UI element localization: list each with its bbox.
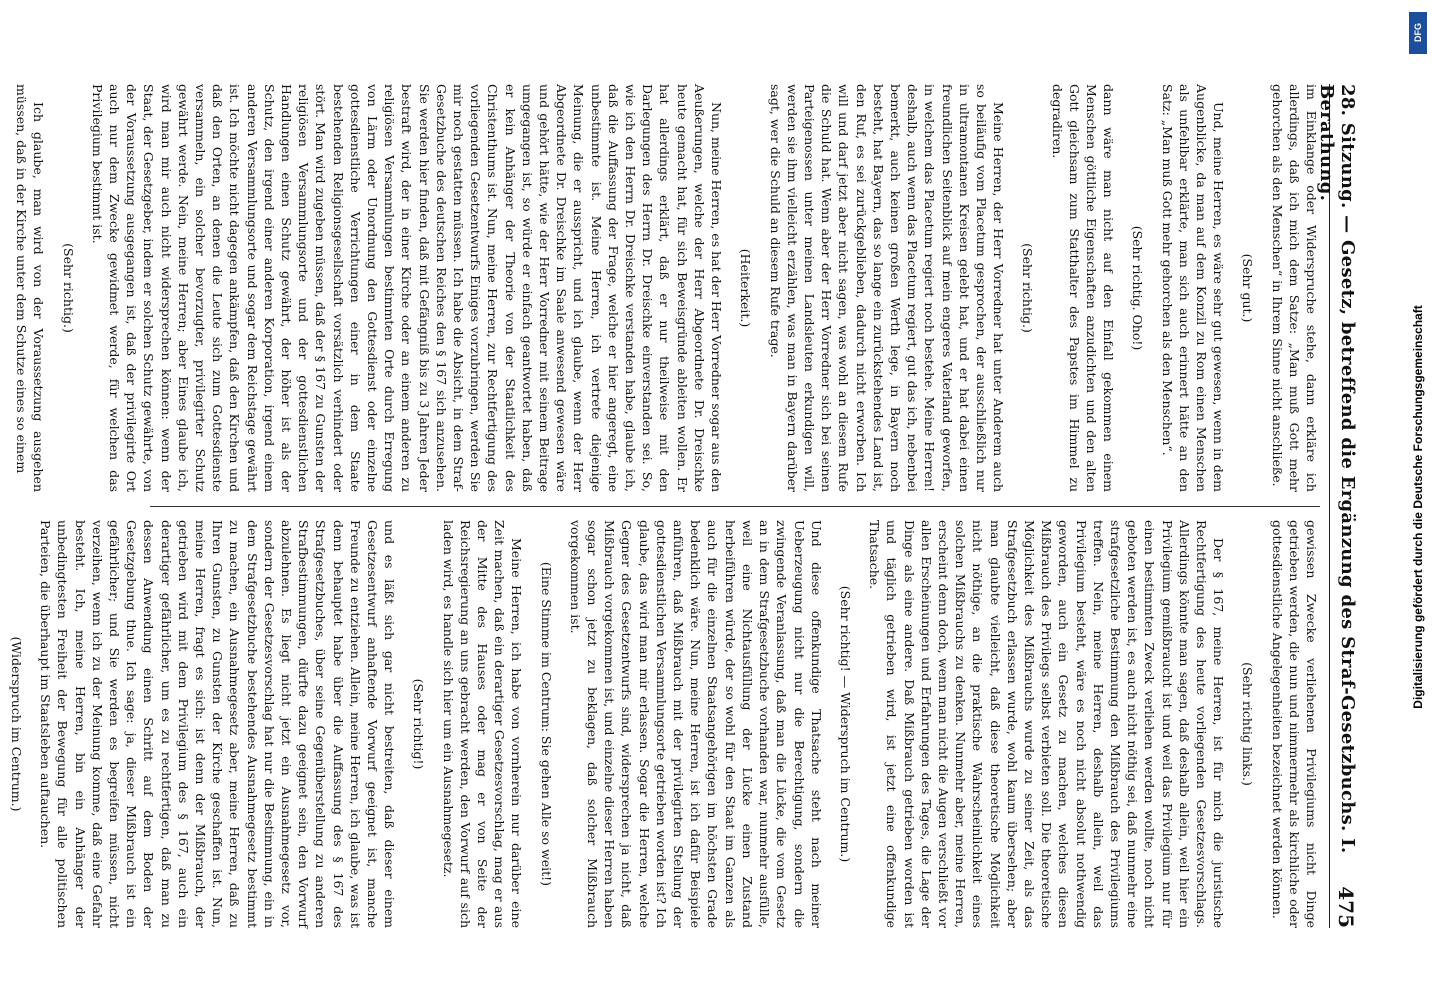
text-paragraph: Nun, meine Herren, es hat der Herr Vorredner sogar aus den Aeußerungen, welche der Herr Abgeordnete Dr. Dreischke heute gemacht hat, für sich Beweisgründe ableiten wollen. Er hat allerdings erklärt, daß er nur theilweise mit den Darlegungen des Herrn Dr. Dreischke einverstanden sei. So, wie ich den Herrn Dr. Dreischke verstanden habe, glaube ich, daß die Auffassung der Frage, welche er hier angeregt, eine unbestimmte ist. Meine Herren, ich vertrete diejenige Meinung, die er ausspricht, und ich glaube, wenn der Herr Abgeordnete Dr. Dreischke im Saale anwesend gewesen wäre und gehört hätte, wie der Herr Vorredner mit seinem Beitrage umgegangen ist, so würde er einfach geantwortet haben, daß er kein Anhänger der Theorie von der Staatlichkeit des Christenthums ist. Nun, meine Herren, zur Rechtfertigung des vorliegenden Gesetzentwurfs Einiges vorzubringen, werden Sie mir noch gestatten müssen. Ich habe die Absicht, in dem Straf-Gesetzbuche des deutschen Reiches den § 167 sich anzusehen. Sie werden hier finden, daß mit Gefängniß bis zu 3 Jahren Jeder bestraft wird, der in einer Kirche oder an einem anderen zu religiösen Versammlungen bestimmten Orte durch Erregung von Lärm oder Unordnung den Gottesdienst oder einzelne gottesdienstliche Verrichtungen einer in dem Staate bestehenden Religionsgesellschaft vorsätzlich verhindert oder stört. Man wird zugeben müssen, daß der § 167 zu Gunsten der religiösen Versammlungsorte und der gottesdienstlichen Handlungen einen Schutz gewährt, der höher ist als der Schutz, den irgend einer anderen Korporation, irgend einem anderen Versammlungsorte und sogar dem Reichstage gewährt ist. Ich möchte nicht dagegen ankämpfen, daß den Kirchen und daß den Orten, an denen die Leute sich zum Gottesdienste versammeln, ein solcher bevorzugter, privilegirter Schutz gewährt werde. Nein, meine Herren; aber Eines glaube ich, wird man mir auch nicht widersprechen können: wenn der Staat, der Gesetzgeber, indem er solchen Schutz gewährte, von der Voraussetzung ausgegangen ist, daß der privilegirte Ort auch nur dem Zwecke gewidmet werde, für welchen das Privilegium bestimmt ist. — [89, 84, 725, 492]
left-text-column — [14, 84, 1320, 492]
parliamentary-remark: (Sehr richtig links.) — [1240, 662, 1256, 786]
parliamentary-remark: (Sehr richtig. Oho!) — [1130, 225, 1146, 351]
text-paragraph: Meine Herren, der Herr Vorredner hat unter Anderem auch so beiläufig vom Placetum gesprochen, der ausschließlich nur in ultramontanen Kreisen gelebt hat, und er hat dabei einen freundlichen Seitenblick auf mein engeres Vaterland geworfen, in welchem das Placetum regiert noch bestehe. Meine Herren! deshalb, auch wenn das Placetum regiert, gut das ich, nebenbei bemerkt, auch keinen großen Werth lege, in Bayern noch besteht, hat Bayern, das so lange ein zurückstehendes Land ist, den Ruf, es sei zurückgeblieben, dadurch nicht erworben. Ich will und darf jetzt aber nicht sagen, was wohl an diesem Rufe die Schuld hat. Wenn aber der Herr Vorredner sich bei seinen Parteigenossen unter meinen Landsleuten erkundigen will, werden sie ihm vielleicht erzählen, was man in Bayern darüber sagt, wer die Schuld an diesem Rufe trage. — [767, 84, 1007, 492]
parliamentary-remark: (Widerspruch im Centrum.) — [8, 636, 24, 812]
text-paragraph: Und diese offenkundige Thatsache steht nach meiner Ueberzeugung nicht nur die Berechtigung, sondern die zwingende Veranlassung, daß man die Lücke, die vom Gesetz an in dem Strafgesetzbuche vorhanden war, nunmehr ausfülle, weil eine Nichtausfüllung der Lücke einen Zustand herbeiführen würde, der so wohl für den Staat im Ganzen als auch für die einzelnen Staatsangehörigen im höchsten Grade bedenklich wäre. Nun, meine Herren, ist ich dafür Beispiele anführen, daß Mißbrauch mit der privilegirten Stellung der gottesdienstlichen Versammlungsorte getrieben worden ist? Ich glaube, das wird man mir erlassen. Sogar die Herren, welche Gegner des Gesetzentwurfs sind, widersprechen ja nicht, daß Mißbrauch vorgekommen ist, und einzelne dieser Herren haben sogar schon jetzt zu beklagen, daß solcher Mißbrauch vorgekommen ist. — [567, 520, 824, 928]
text-paragraph: Der § 167, meine Herren, ist für mich die juristische Rechtfertigung des heute vorliegenden Gesetzesvorschlags. Allerdings könnte man sagen, daß deshalb allein, weil hier ein Privilegium gemißbraucht ist und weil das Privilegium nur für einen bestimmten Zweck verliehen werden wollte, noch nicht geboten werden ist, es auch nicht nöthig sei, daß nunmehr eine strafgesetzliche Bestimmung den Mißbrauch des Privilegiums treffen. Nein, meine Herren, deshalb allein, weil das Privilegium besteht, wäre es noch nicht absolut nothwendig geworden, auch ein Gesetz zu machen, welches diesen Mißbrauch des Privilegs selbst verbieten soll. Die theoretische Möglichkeit des Mißbrauchs wurde zu seiner Zeit, als das Strafgesetzbuch erlassen wurde, wohl kaum übersehen; aber man glaubte vielleicht, daß diese theoretische Möglichkeit nicht nöthige, an die praktische Wahrscheinlichkeit eines solchen Mißbrauchs zu denken. Nunmehr aber, meine Herren, erscheint denn doch, wenn man nicht die Augen verschließt vor allen Erscheinungen und Erfahrungen des Tages, die Lage der Dinge als eine andere. Daß Mißbrauch getrieben worden ist und täglich getrieben wird, ist jetzt eine offenkundige Thatsache. — [867, 520, 1227, 928]
text-paragraph: Meine Herren, ich habe von vornherein nur darüber eine Zeit machen, daß ein derartiger Gesetzesvorschlag, mag er aus der Mitte des Hauses oder mag er von Seite der Reichsregierung an uns gebracht werden, den Vorwurf auf sich laden wird, es handle sich hier um ein Ausnahmegesetz. — [440, 520, 525, 928]
parliamentary-remark: (Sehr richtig.) — [1020, 243, 1036, 333]
parliamentary-remark: (Eine Stimme im Centrum: Sie gehen Alle so weit!) — [538, 561, 554, 887]
running-title: 28. Sitzung. — Gesetz, betreffend die Ergänzung des Straf-Gesetzbuchs. I. Berathung. — [1316, 84, 1358, 854]
text-paragraph: dann wäre man nicht auf den Einfall gekommen einem Menschen göttliche Eigenschaften anzudichten und den alten Gott gleichsam zum Statthalter des Papstes im Himmel zu degradiren. — [1049, 84, 1117, 492]
dfg-logo: DFG — [1409, 12, 1427, 54]
scanned-page — [8, 20, 1396, 980]
text-paragraph: und es läßt sich gar nicht bestreiten, daß dieser einem Gesetzesentwurf anhaftende Vorwurf geeignet ist, manche Freunde zu entziehen. Allein, meine Herren, ich glaube, was ist denn behauptet habe über die Auffassung des § 167 des Strafgesetzbuches, über seine Gegenüberstellung zu anderen Strafbestimmungen, dürfte dazu geeignet sein, den Vorwurf abzulehnen. Es liegt nicht jetzt ein Ausnahmegesetz vor, sondern der Gesetzesvorschlag hat nur die Bestimmung, ein in dem Strafgesetzbuche bestehendes Ausnahmegesetz bestimmt zu machen, ein Ausnahmegesetz aber, meine Herren, daß zu Ihren Gunsten, zu Gunsten der Kirche geschaffen ist. Nun, meine Herren, fragt es sich: ist denn der Mißbrauch, der getrieben wird mit dem Privilegium des § 167, auch ein derartiger gefährlicher, um es zu rechtfertigen, daß man zu dessen Anwendung einen Schritt auf dem Boden der Gesetzgebung thue. Ich sage: ja, dieser Mißbrauch ist ein gefährlicher; und Sie werden es begreifen müssen, nicht verzeihen, wenn ich zu der Meinung komme, daß eine Gefahr besteht. Ich, meine Herren, bin ein Anhänger der unbedingtesten Freiheit der Bewegung für alle politischen Parteien, die überhaupt im Staatsleben auftauchen. — [38, 520, 398, 928]
digitization-note: Digitalisierung gefördert durch die Deutsche Forschungsgemeinschaft — [1411, 305, 1425, 709]
column-divider — [150, 506, 1320, 507]
text-paragraph: gewissen Zwecke verliehenen Privilegiums nicht Dinge getrieben werden, die nun und nimmermehr als kirchliche oder gottesdienstliche Angelegenheiten bezeichnet werden können. — [1269, 520, 1319, 928]
text-paragraph: Ich glaube, man wird von der Voraussetzung ausgehen müssen, daß in der Kirche unter dem Schutze eines so einem — [14, 84, 47, 492]
parliamentary-remark: (Sehr richtig.) — [60, 243, 76, 333]
text-paragraph: im Einklange oder Widerspruche stehe, dann erkläre ich allerdings, daß ich mich dem Satze: „Man muß Gott mehr gehorchen als den Menschen“ in Ihrem Sinne nicht anschließe. — [1269, 84, 1319, 492]
parliamentary-remark: (Sehr richtig! — Widerspruch im Centrum.) — [837, 585, 853, 863]
page-header — [1316, 84, 1360, 928]
text-paragraph: Und, meine Herren, es wäre sehr gut gewesen, wenn in dem Augenblicke, da man auf dem Konzil zu Rom einen Menschen als unfehlbar erklärte, man sich auch erinnert hätte an den Satz: „Man muß Gott mehr gehorchen als den Menschen“. — [1159, 84, 1227, 492]
parliamentary-remark: (Sehr gut.) — [1240, 253, 1256, 323]
right-text-column — [8, 520, 1320, 928]
page-number: 475 — [1334, 886, 1358, 928]
parliamentary-remark: (Sehr richtig!) — [411, 678, 427, 770]
parliamentary-remark: (Heiterkeit.) — [738, 248, 754, 328]
